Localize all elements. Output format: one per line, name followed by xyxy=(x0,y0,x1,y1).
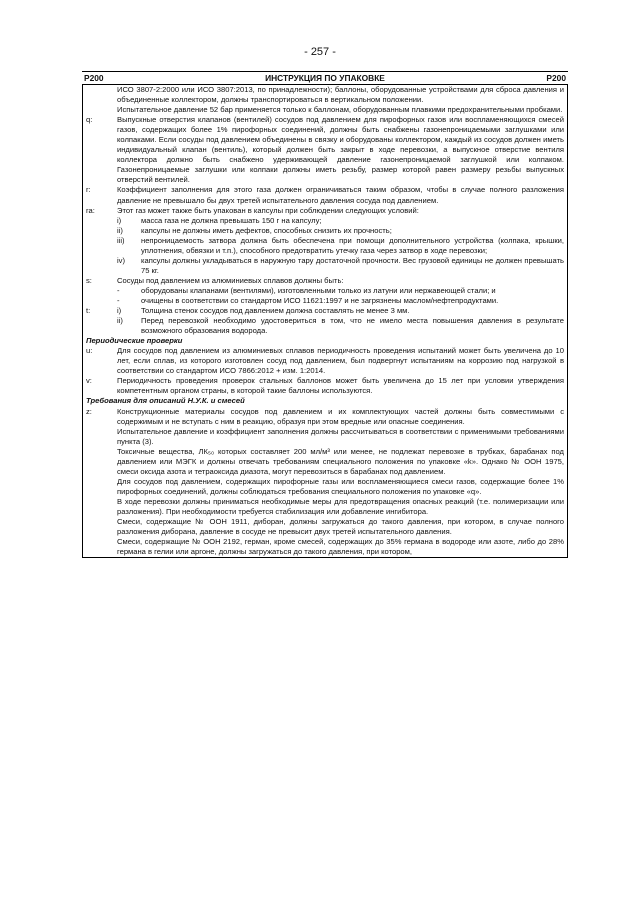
provision-label: s: xyxy=(86,275,92,285)
sub-item-label: iii) xyxy=(117,235,125,245)
header-code-left: P200 xyxy=(84,73,104,83)
provision-paragraph: Для сосудов под давлением, содержащих пирофорные газы или воспламеняющиеся смеси газов, содержащие более 1% пирофорных соединений, должны соблюдаться требования специального положения по упаковке «q». xyxy=(117,476,564,496)
sub-item-label: ii) xyxy=(117,316,123,326)
provision-z xyxy=(83,407,564,558)
provision-paragraph: Смеси, содержащие № ООН 1911, диборан, должны загружаться до такого давления, при котором, в случае полного разложения диборана, давление в сосуде не превысит двух третей испытательного давления. xyxy=(117,517,564,537)
sub-item xyxy=(117,236,564,256)
provision-label: q: xyxy=(86,115,93,125)
provision-ra xyxy=(83,206,564,276)
intro-block xyxy=(83,85,564,115)
sub-item-text: очищены в соответствии со стандартом ИСО 11621:1997 и не загрязнены маслом/нефтепродуктами. xyxy=(141,295,499,305)
intro-paragraph: ИСО 3807-2:2000 или ИСО 3807:2013, по принадлежности); баллоны, оборудованные устройствами для сброса давления и объединенные коллектором, должны транспортироваться в вертикальном положении. xyxy=(117,85,564,105)
provision-label: r: xyxy=(86,185,91,195)
page-number: - 257 - xyxy=(304,46,336,58)
provision-label: t: xyxy=(86,306,91,316)
table-body xyxy=(82,85,568,558)
sub-item-text: масса газа не должна превышать 150 г на капсулу; xyxy=(141,215,322,225)
sub-item-label: ii) xyxy=(117,225,123,235)
header-title: ИНСТРУКЦИЯ ПО УПАКОВКЕ xyxy=(265,73,385,83)
sub-item-text: Толщина стенок сосудов под давлением должна составлять не менее 3 мм. xyxy=(141,306,410,316)
provision-paragraph: Смеси, содержащие № ООН 2192, герман, кроме смесей, содержащих до 35% германа в водороде или азоте, либо до 28% германа в гелии или аргоне, должны загружаться до такого давления, при котором, xyxy=(117,537,564,557)
sub-item xyxy=(117,286,564,296)
sub-item-text: оборудованы клапанами (вентилями), изготовленными только из латуни или нержавеющей стали; и xyxy=(141,285,496,295)
section-heading-periodic: Периодические проверки xyxy=(86,336,183,346)
sub-item xyxy=(117,256,564,276)
provision-paragraph: Испытательное давление и коэффициент заполнения должны рассчитываться в соответствии с применимыми требованиями пункта (3). xyxy=(117,426,564,446)
provision-q xyxy=(83,115,564,185)
provision-text: Выпускные отверстия клапанов (вентилей) сосудов под давлением для пирофорных газов или воспламеняющихся смесей газов, содержащих более 1% пирофорных соединений, должны быть снабжены газонепроницаемыми заглушками или колпаками. Если сосуды под давлением объединены в связку и оборудованы коллектором, каждый из сосудов должен иметь индивидуальный клапан (вентиль), который должен быть закрыт в ходе перевозки, а выпускное отверстие вентиля коллектора должно быть снабжено удерживающей давление газонепроницаемой заглушкой или колпаком. Газонепроницаемые заглушки или колпаки должны иметь резьбу, размер которой равен размеру резьбы выпускных отверстий вентилей. xyxy=(117,115,564,185)
sub-item xyxy=(117,216,564,226)
sub-item xyxy=(117,306,564,316)
sub-item-text: Перед перевозкой необходимо удостовериться в том, что не имело места повышения давления в результате возможного образования водорода. xyxy=(141,316,564,336)
provision-text: Периодичность проведения проверок стальных баллонов может быть увеличена до 15 лет при условии утверждения компетентным органом страны, в которой такие баллоны используются. xyxy=(117,376,564,396)
sub-item xyxy=(117,316,564,336)
provision-paragraph: Конструкционные материалы сосудов под давлением и их комплектующих частей должны быть совместимыми с содержимым и не вступать с ним в реакцию, образуя при этом вредные или опасные соединения. xyxy=(117,406,564,426)
provision-text: Для сосудов под давлением из алюминиевых сплавов периодичность проведения испытаний может быть увеличена до 10 лет, если сплав, из которого изготовлен сосуд под давлением, был подвергнут испытаниям на коррозию под нагрузкой в соответствии со стандартом ИСО 7866:2012 + изм. 1:2014. xyxy=(117,346,564,376)
provision-s xyxy=(83,276,564,306)
provision-text: Этот газ может также быть упакован в капсулы при соблюдении следующих условий: xyxy=(117,205,419,215)
provision-paragraph: Токсичные вещества, ЛК₅₀ которых составляет 200 мл/м³ или менее, не подлежат перевозке в трубках, барабанах под давлением или МЭГК и должны отвечать требованиям специального положения по упаковке «k». Однако № ООН 1975, смеси оксида азота и тетраоксида диазота, могут перевозиться в барабанах под давлением. xyxy=(117,446,564,476)
provision-u xyxy=(83,346,564,376)
sub-item xyxy=(117,226,564,236)
provision-paragraph: В ходе перевозки должны приниматься необходимые меры для предотвращения опасных реакций (т.е. полимеризации или разложения). При необходимости требуется стабилизация или добавление ингибитора. xyxy=(117,496,564,516)
sub-item-label: - xyxy=(117,285,120,295)
document-table xyxy=(82,71,568,558)
table-header xyxy=(82,71,568,85)
sub-item-text: капсулы должны укладываться в наружную тару достаточной прочности. Вес грузовой единицы не должен превышать 75 кг. xyxy=(141,255,564,275)
sub-item xyxy=(117,296,564,306)
section-heading-nos: Требования для описаний Н.У.К. и смесей xyxy=(86,396,245,406)
intro-paragraph: Испытательное давление 52 бар применяется только к баллонам, оборудованным плавкими предохранительными пробками. xyxy=(117,105,563,115)
provision-v xyxy=(83,376,564,396)
provision-text: Коэффициент заполнения для этого газа должен ограничиваться таким образом, чтобы в случае полного разложения давление не превышало бы двух третей испытательного давления сосуда под давлением. xyxy=(117,185,564,205)
provision-label: z: xyxy=(86,406,92,416)
provision-text: Сосуды под давлением из алюминиевых сплавов должны быть: xyxy=(117,275,344,285)
sub-item-label: - xyxy=(117,295,120,305)
sub-item-text: непроницаемость затвора должна быть обеспечена при помощи дополнительного устройства (колпака, крышки, уплотнения, обвязки и т.п.), способного предотвратить утечку газа через затвор в ходе перевозки; xyxy=(141,235,564,255)
header-code-right: P200 xyxy=(546,73,566,83)
provision-label: v: xyxy=(86,376,92,386)
sub-item-text: капсулы не должны иметь дефектов, способных снизить их прочность; xyxy=(141,225,392,235)
sub-item-label: i) xyxy=(117,215,122,225)
provision-r xyxy=(83,185,564,205)
provision-label: ra: xyxy=(86,205,95,215)
provision-label: u: xyxy=(86,346,93,356)
sub-item-label: iv) xyxy=(117,255,126,265)
sub-item-label: i) xyxy=(117,306,122,316)
provision-t xyxy=(83,306,564,336)
